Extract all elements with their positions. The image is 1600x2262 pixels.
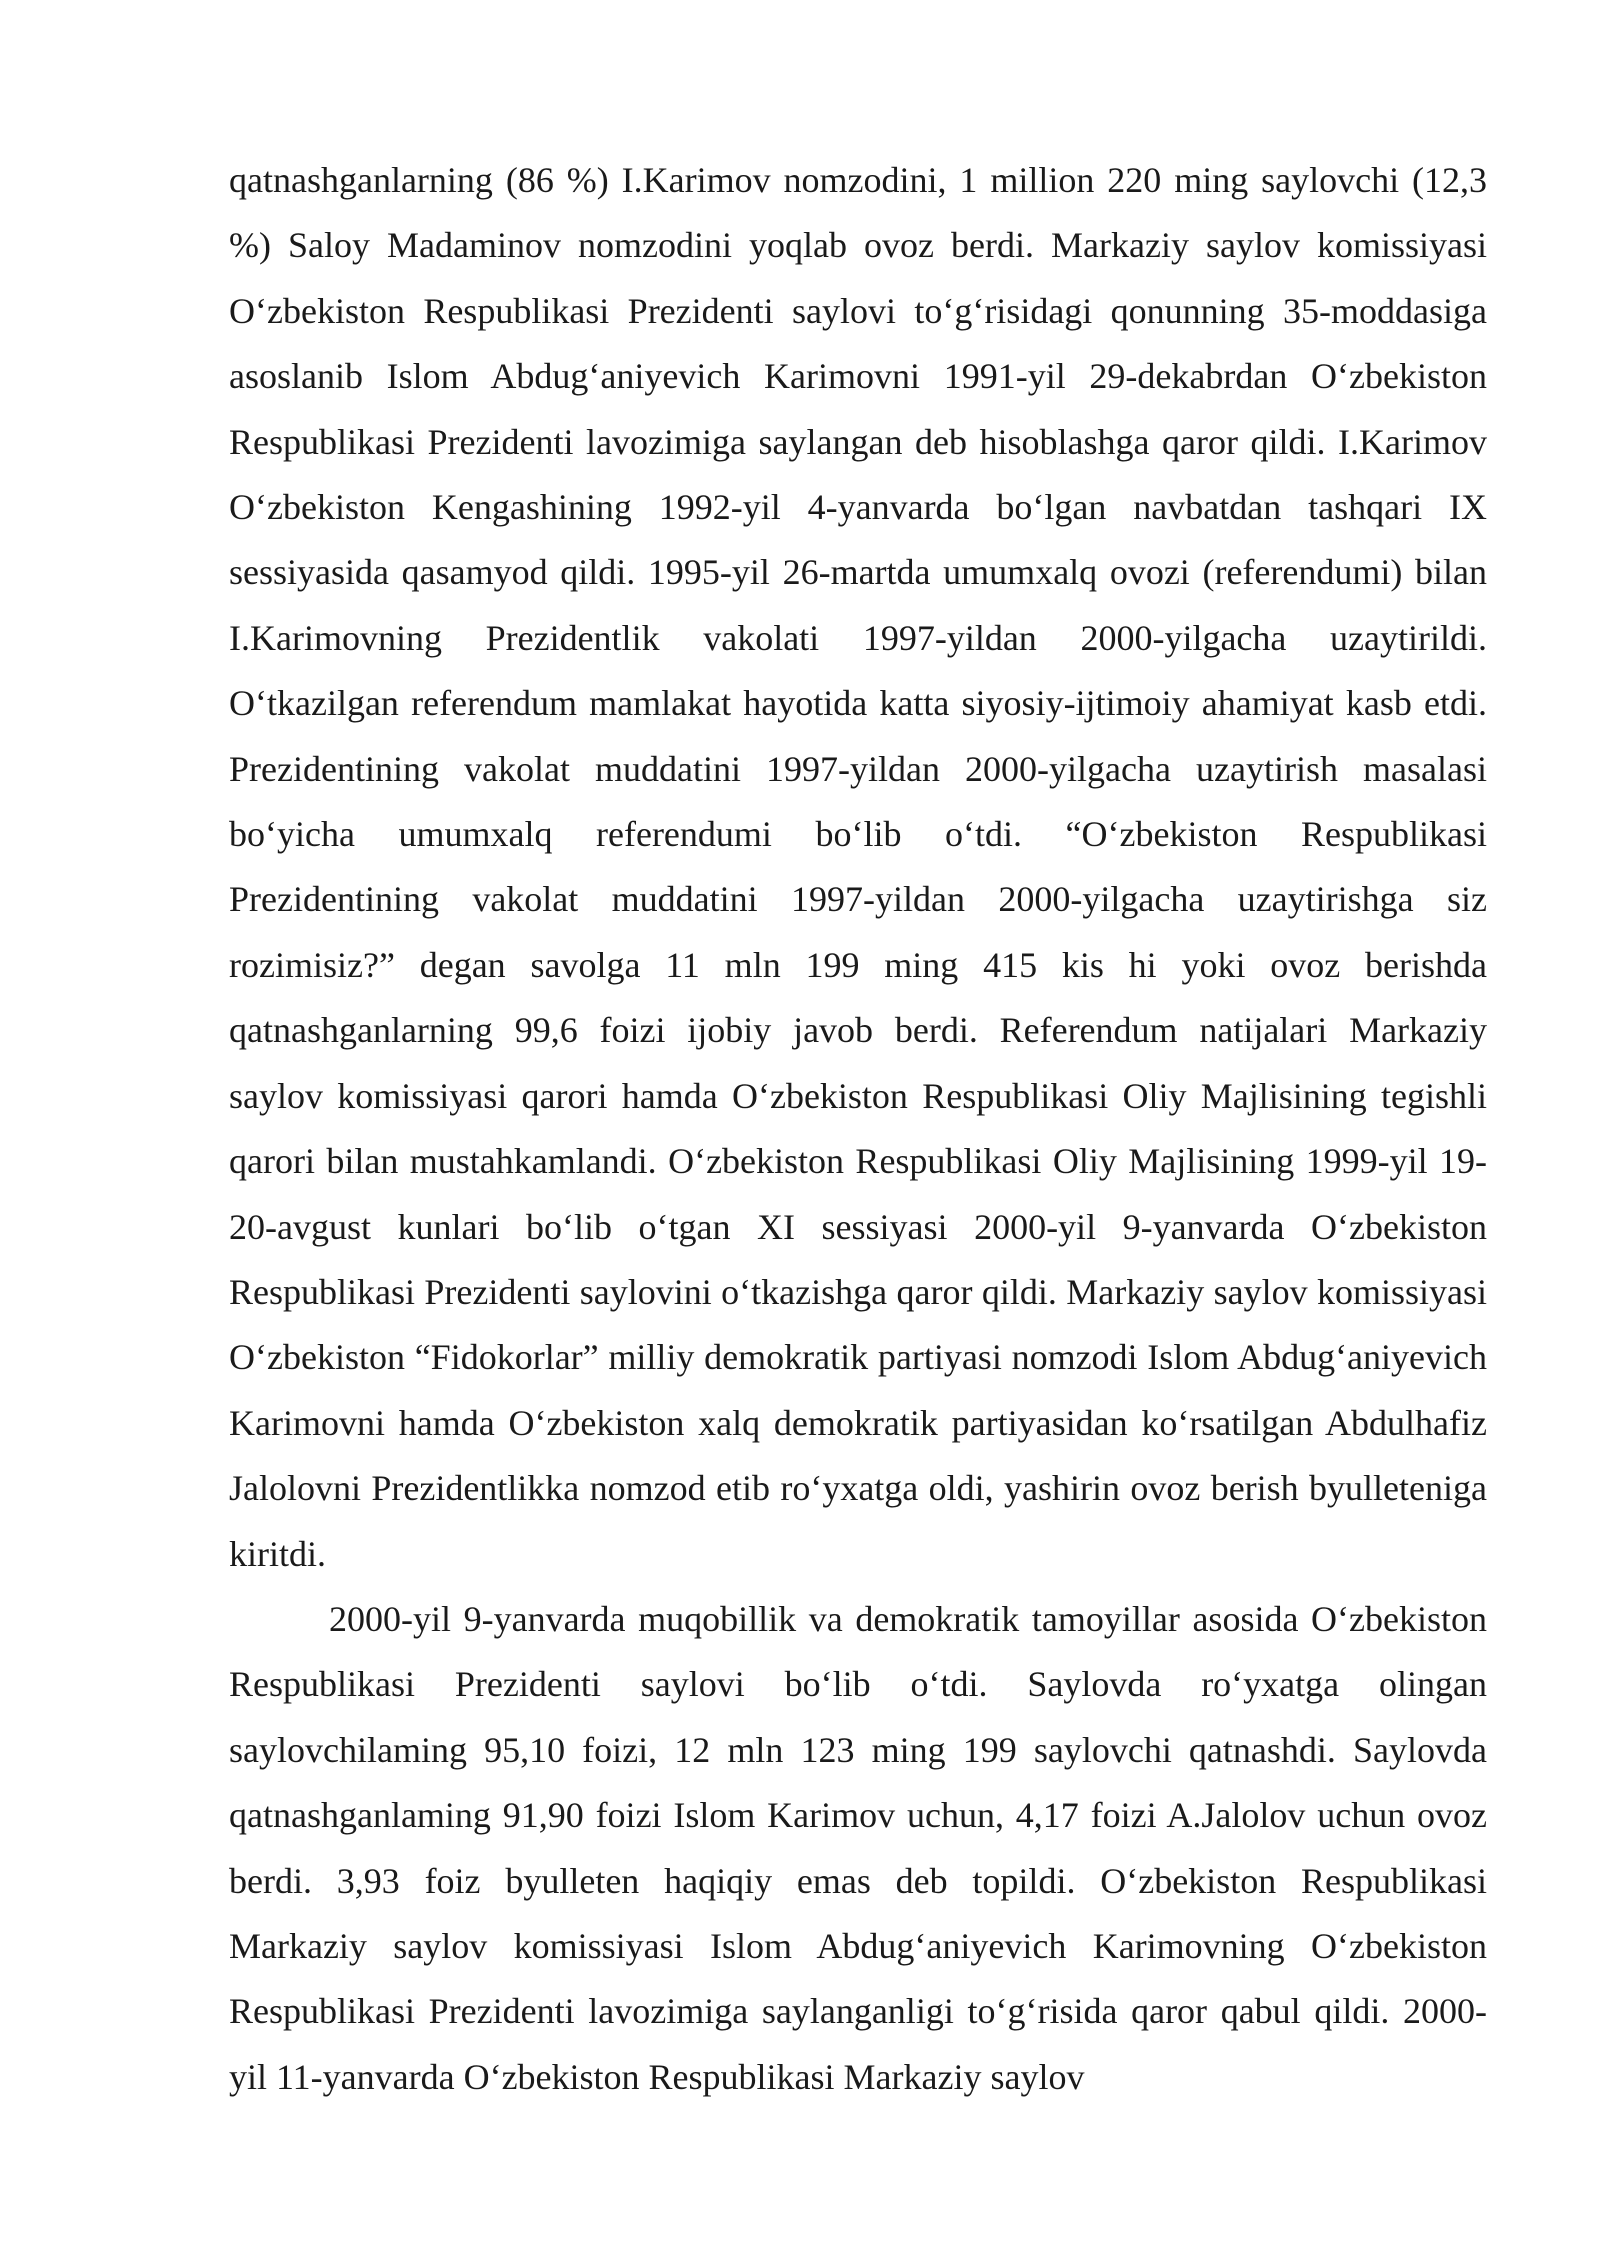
paragraph-2: 2000-yil 9-yanvarda muqobillik va demokratik tamoyillar asosida O‘zbekiston Respublikasi Prezidenti saylovi bo‘lib o‘tdi. Saylovda ro‘yxatga olingan saylovchilaming 95,10 foizi, 12 mln 123 ming 199 saylovchi qatnashdi. Saylovda qatnashganlaming 91,90 foizi Islom Karimov uchun, 4,17 foizi A.Jalolov uchun ovoz berdi. 3,93 foiz byulleten haqiqiy emas deb topildi. O‘zbekiston Respublikasi Markaziy saylov komissiyasi Islom Abdug‘aniyevich Karimovning O‘zbekiston Respublikasi Prezidenti lavozimiga saylanganligi to‘g‘risida qaror qabul qildi. 2000-yil 11-yanvarda O‘zbekiston Respublikasi Markaziy saylov bbox=[229, 1598, 1487, 2097]
document-body bbox=[229, 148, 1487, 2110]
paragraph-1: qatnashganlarning (86 %) I.Karimov nomzodini, 1 million 220 ming saylovchi (12,3 %) Saloy Madaminov nomzodini yoqlab ovoz berdi. Markaziy saylov komissiyasi O‘zbekiston Respublikasi Prezidenti saylovi to‘g‘risidagi qonunning 35-moddasiga asoslanib Islom Abdug‘aniyevich Karimovni 1991-yil 29-dekabrdan O‘zbekiston Respublikasi Prezidenti lavozimiga saylangan deb hisoblashga qaror qildi. I.Karimov O‘zbekiston Kengashining 1992-yil 4-yanvarda bo‘lgan navbatdan tashqari IX sessiyasida qasamyod qildi. 1995-yil 26-martda umumxalq ovozi (referendumi) bilan I.Karimovning Prezidentlik vakolati 1997-yildan 2000-yilgacha uzaytirildi. O‘tkazilgan referendum mamlakat hayotida katta siyosiy-ijtimoiy ahamiyat kasb etdi. Prezidentining vakolat muddatini 1997-yildan 2000-yilgacha uzaytirish masalasi bo‘yicha umumxalq referendumi bo‘lib o‘tdi. “O‘zbekiston Respublikasi Prezidentining vakolat muddatini 1997-yildan 2000-yilgacha uzaytirishga siz rozimisiz?” degan savolga 11 mln 199 ming 415 kis hi yoki ovoz berishda qatnashganlarning 99,6 foizi ijobiy javob berdi. Referendum natijalari Markaziy saylov komissiyasi qarori hamda O‘zbekiston Respublikasi Oliy Majlisining tegishli qarori bilan mustahkamlandi. O‘zbekiston Respublikasi Oliy Majlisining 1999-yil 19-20-avgust kunlari bo‘lib o‘tgan XI sessiyasi 2000-yil 9-yanvarda O‘zbekiston Respublikasi Prezidenti saylovini o‘tkazishga qaror qildi. Markaziy saylov komissiyasi O‘zbekiston “Fidokorlar” milliy demokratik partiyasi nomzodi Islom Abdug‘aniyevich Karimovni hamda O‘zbekiston xalq demokratik partiyasidan ko‘rsatilgan Abdulhafiz Jalolovni Prezidentlikka nomzod etib ro‘yxatga oldi, yashirin ovoz berish byulleteniga kiritdi. bbox=[229, 160, 1487, 1574]
